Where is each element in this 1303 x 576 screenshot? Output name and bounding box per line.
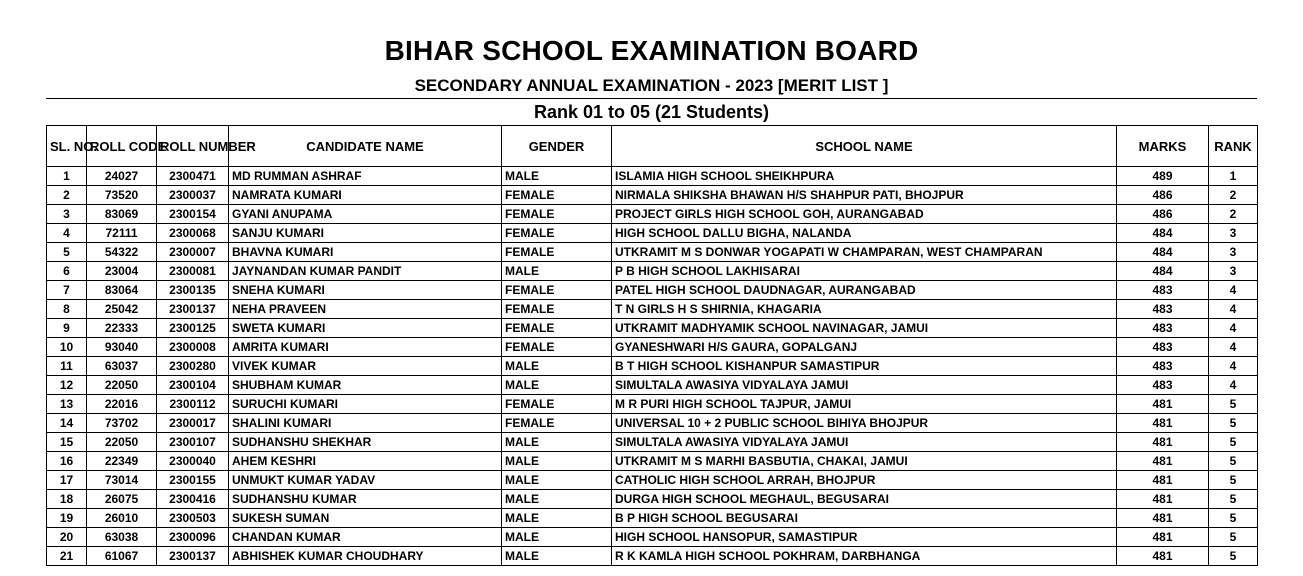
cell-marks: 484 (1117, 243, 1209, 262)
cell-roll-code: 22016 (87, 395, 157, 414)
cell-roll-number: 2300154 (157, 205, 229, 224)
cell-roll-number: 2300017 (157, 414, 229, 433)
cell-roll-code: 73014 (87, 471, 157, 490)
title-divider (46, 98, 1257, 99)
cell-sl-no: 1 (47, 167, 87, 186)
cell-candidate-name: SANJU KUMARI (229, 224, 502, 243)
cell-gender: MALE (502, 471, 612, 490)
cell-rank: 4 (1209, 300, 1258, 319)
cell-gender: FEMALE (502, 224, 612, 243)
cell-roll-number: 2300135 (157, 281, 229, 300)
cell-marks: 483 (1117, 281, 1209, 300)
cell-rank: 2 (1209, 205, 1258, 224)
cell-roll-number: 2300007 (157, 243, 229, 262)
cell-sl-no: 4 (47, 224, 87, 243)
cell-roll-number: 2300471 (157, 167, 229, 186)
table-row (47, 319, 1258, 338)
cell-roll-code: 25042 (87, 300, 157, 319)
table-row (47, 547, 1258, 566)
cell-rank: 1 (1209, 167, 1258, 186)
cell-roll-code: 83064 (87, 281, 157, 300)
cell-candidate-name: CHANDAN KUMAR (229, 528, 502, 547)
column-header-marks: MARKS (1117, 126, 1209, 167)
cell-sl-no: 14 (47, 414, 87, 433)
cell-marks: 481 (1117, 528, 1209, 547)
table-row (47, 224, 1258, 243)
cell-sl-no: 6 (47, 262, 87, 281)
cell-school-name: B T HIGH SCHOOL KISHANPUR SAMASTIPUR (612, 357, 1117, 376)
cell-candidate-name: VIVEK KUMAR (229, 357, 502, 376)
cell-candidate-name: JAYNANDAN KUMAR PANDIT (229, 262, 502, 281)
cell-marks: 483 (1117, 319, 1209, 338)
cell-marks: 486 (1117, 205, 1209, 224)
table-row (47, 186, 1258, 205)
rank-caption: Rank 01 to 05 (21 Students) (533, 102, 770, 122)
cell-marks: 489 (1117, 167, 1209, 186)
cell-school-name: PROJECT GIRLS HIGH SCHOOL GOH, AURANGABAD (612, 205, 1117, 224)
cell-candidate-name: UNMUKT KUMAR YADAV (229, 471, 502, 490)
cell-roll-number: 2300037 (157, 186, 229, 205)
cell-rank: 3 (1209, 262, 1258, 281)
cell-sl-no: 13 (47, 395, 87, 414)
column-header-roll-number: ROLL NUMBER (157, 126, 229, 167)
column-header-roll-code: ROLL CODE (87, 126, 157, 167)
cell-roll-code: 73520 (87, 186, 157, 205)
cell-marks: 481 (1117, 509, 1209, 528)
cell-roll-number: 2300416 (157, 490, 229, 509)
cell-sl-no: 20 (47, 528, 87, 547)
cell-rank: 2 (1209, 186, 1258, 205)
cell-roll-code: 26010 (87, 509, 157, 528)
table-row (47, 490, 1258, 509)
cell-roll-number: 2300040 (157, 452, 229, 471)
cell-school-name: UTKRAMIT M S MARHI BASBUTIA, CHAKAI, JAMUI (612, 452, 1117, 471)
table-row (47, 167, 1258, 186)
cell-sl-no: 19 (47, 509, 87, 528)
cell-rank: 4 (1209, 338, 1258, 357)
cell-marks: 481 (1117, 471, 1209, 490)
cell-candidate-name: MD RUMMAN ASHRAF (229, 167, 502, 186)
cell-school-name: CATHOLIC HIGH SCHOOL ARRAH, BHOJPUR (612, 471, 1117, 490)
cell-school-name: P B HIGH SCHOOL LAKHISARAI (612, 262, 1117, 281)
cell-rank: 4 (1209, 319, 1258, 338)
cell-gender: FEMALE (502, 186, 612, 205)
table-row (47, 338, 1258, 357)
table-row (47, 243, 1258, 262)
cell-marks: 481 (1117, 395, 1209, 414)
cell-sl-no: 8 (47, 300, 87, 319)
cell-gender: MALE (502, 433, 612, 452)
exam-subtitle: SECONDARY ANNUAL EXAMINATION - 2023 [MERIT LIST ] (414, 76, 889, 95)
cell-roll-code: 83069 (87, 205, 157, 224)
page-title: BIHAR SCHOOL EXAMINATION BOARD (384, 35, 919, 66)
cell-candidate-name: SHALINI KUMARI (229, 414, 502, 433)
cell-rank: 5 (1209, 414, 1258, 433)
cell-gender: FEMALE (502, 338, 612, 357)
cell-marks: 481 (1117, 547, 1209, 566)
cell-gender: MALE (502, 490, 612, 509)
cell-rank: 3 (1209, 224, 1258, 243)
cell-roll-number: 2300068 (157, 224, 229, 243)
table-row (47, 262, 1258, 281)
cell-gender: FEMALE (502, 319, 612, 338)
cell-sl-no: 16 (47, 452, 87, 471)
cell-roll-number: 2300503 (157, 509, 229, 528)
cell-roll-number: 2300096 (157, 528, 229, 547)
cell-rank: 4 (1209, 357, 1258, 376)
cell-roll-number: 2300137 (157, 547, 229, 566)
table-row (47, 376, 1258, 395)
cell-school-name: T N GIRLS H S SHIRNIA, KHAGARIA (612, 300, 1117, 319)
cell-candidate-name: GYANI ANUPAMA (229, 205, 502, 224)
cell-sl-no: 18 (47, 490, 87, 509)
table-row (47, 205, 1258, 224)
cell-roll-number: 2300104 (157, 376, 229, 395)
cell-marks: 484 (1117, 224, 1209, 243)
cell-school-name: ISLAMIA HIGH SCHOOL SHEIKHPURA (612, 167, 1117, 186)
cell-rank: 4 (1209, 376, 1258, 395)
cell-gender: MALE (502, 547, 612, 566)
column-header-rank: RANK (1209, 126, 1258, 167)
cell-roll-number: 2300107 (157, 433, 229, 452)
cell-school-name: B P HIGH SCHOOL BEGUSARAI (612, 509, 1117, 528)
cell-school-name: HIGH SCHOOL DALLU BIGHA, NALANDA (612, 224, 1117, 243)
cell-sl-no: 21 (47, 547, 87, 566)
cell-marks: 481 (1117, 414, 1209, 433)
cell-rank: 5 (1209, 471, 1258, 490)
cell-roll-code: 23004 (87, 262, 157, 281)
cell-roll-code: 63037 (87, 357, 157, 376)
cell-sl-no: 5 (47, 243, 87, 262)
cell-roll-code: 22333 (87, 319, 157, 338)
cell-candidate-name: SUDHANSHU SHEKHAR (229, 433, 502, 452)
cell-candidate-name: SWETA KUMARI (229, 319, 502, 338)
cell-rank: 3 (1209, 243, 1258, 262)
cell-sl-no: 12 (47, 376, 87, 395)
cell-rank: 5 (1209, 528, 1258, 547)
table-row (47, 471, 1258, 490)
cell-sl-no: 17 (47, 471, 87, 490)
cell-rank: 5 (1209, 433, 1258, 452)
cell-school-name: UNIVERSAL 10 + 2 PUBLIC SCHOOL BIHIYA BHOJPUR (612, 414, 1117, 433)
cell-roll-code: 22050 (87, 376, 157, 395)
cell-gender: MALE (502, 452, 612, 471)
cell-roll-number: 2300125 (157, 319, 229, 338)
column-header-sl-no: SL. NO. (47, 126, 87, 167)
cell-gender: FEMALE (502, 414, 612, 433)
cell-rank: 5 (1209, 452, 1258, 471)
cell-candidate-name: SUKESH SUMAN (229, 509, 502, 528)
cell-marks: 483 (1117, 338, 1209, 357)
cell-sl-no: 10 (47, 338, 87, 357)
column-header-gender: GENDER (502, 126, 612, 167)
cell-candidate-name: NAMRATA KUMARI (229, 186, 502, 205)
cell-rank: 5 (1209, 395, 1258, 414)
cell-roll-number: 2300280 (157, 357, 229, 376)
cell-school-name: DURGA HIGH SCHOOL MEGHAUL, BEGUSARAI (612, 490, 1117, 509)
cell-school-name: SIMULTALA AWASIYA VIDYALAYA JAMUI (612, 433, 1117, 452)
cell-roll-number: 2300112 (157, 395, 229, 414)
cell-gender: FEMALE (502, 300, 612, 319)
cell-school-name: SIMULTALA AWASIYA VIDYALAYA JAMUI (612, 376, 1117, 395)
cell-school-name: UTKRAMIT M S DONWAR YOGAPATI W CHAMPARAN, WEST CHAMPARAN (612, 243, 1117, 262)
cell-candidate-name: BHAVNA KUMARI (229, 243, 502, 262)
cell-candidate-name: SNEHA KUMARI (229, 281, 502, 300)
cell-gender: MALE (502, 528, 612, 547)
table-row (47, 281, 1258, 300)
cell-rank: 4 (1209, 281, 1258, 300)
cell-roll-number: 2300137 (157, 300, 229, 319)
cell-school-name: GYANESHWARI H/S GAURA, GOPALGANJ (612, 338, 1117, 357)
cell-candidate-name: AMRITA KUMARI (229, 338, 502, 357)
table-header-row (47, 126, 1258, 167)
cell-school-name: HIGH SCHOOL HANSOPUR, SAMASTIPUR (612, 528, 1117, 547)
cell-sl-no: 15 (47, 433, 87, 452)
cell-roll-code: 61067 (87, 547, 157, 566)
cell-roll-code: 54322 (87, 243, 157, 262)
cell-candidate-name: SHUBHAM KUMAR (229, 376, 502, 395)
merit-list-table (46, 125, 1258, 566)
cell-candidate-name: SURUCHI KUMARI (229, 395, 502, 414)
cell-roll-number: 2300155 (157, 471, 229, 490)
cell-roll-code: 26075 (87, 490, 157, 509)
cell-gender: FEMALE (502, 243, 612, 262)
cell-rank: 5 (1209, 547, 1258, 566)
cell-candidate-name: ABHISHEK KUMAR CHOUDHARY (229, 547, 502, 566)
cell-roll-code: 72111 (87, 224, 157, 243)
cell-sl-no: 3 (47, 205, 87, 224)
cell-candidate-name: SUDHANSHU KUMAR (229, 490, 502, 509)
cell-school-name: NIRMALA SHIKSHA BHAWAN H/S SHAHPUR PATI, BHOJPUR (612, 186, 1117, 205)
cell-school-name: M R PURI HIGH SCHOOL TAJPUR, JAMUI (612, 395, 1117, 414)
cell-marks: 483 (1117, 376, 1209, 395)
cell-gender: MALE (502, 376, 612, 395)
cell-sl-no: 11 (47, 357, 87, 376)
table-row (47, 300, 1258, 319)
cell-marks: 484 (1117, 262, 1209, 281)
column-header-candidate-name: CANDIDATE NAME (229, 126, 502, 167)
cell-gender: FEMALE (502, 281, 612, 300)
cell-gender: MALE (502, 357, 612, 376)
cell-roll-number: 2300008 (157, 338, 229, 357)
table-row (47, 414, 1258, 433)
cell-marks: 481 (1117, 490, 1209, 509)
table-row (47, 433, 1258, 452)
cell-marks: 483 (1117, 300, 1209, 319)
cell-roll-code: 93040 (87, 338, 157, 357)
cell-marks: 486 (1117, 186, 1209, 205)
cell-roll-code: 22050 (87, 433, 157, 452)
cell-marks: 481 (1117, 452, 1209, 471)
cell-sl-no: 9 (47, 319, 87, 338)
cell-roll-code: 73702 (87, 414, 157, 433)
cell-school-name: R K KAMLA HIGH SCHOOL POKHRAM, DARBHANGA (612, 547, 1117, 566)
cell-roll-code: 22349 (87, 452, 157, 471)
table-row (47, 528, 1258, 547)
cell-candidate-name: AHEM KESHRI (229, 452, 502, 471)
cell-gender: FEMALE (502, 205, 612, 224)
table-row (47, 357, 1258, 376)
cell-gender: FEMALE (502, 395, 612, 414)
cell-gender: MALE (502, 167, 612, 186)
cell-school-name: UTKRAMIT MADHYAMIK SCHOOL NAVINAGAR, JAMUI (612, 319, 1117, 338)
cell-rank: 5 (1209, 490, 1258, 509)
cell-marks: 483 (1117, 357, 1209, 376)
cell-sl-no: 2 (47, 186, 87, 205)
column-header-school-name: SCHOOL NAME (612, 126, 1117, 167)
cell-rank: 5 (1209, 509, 1258, 528)
cell-sl-no: 7 (47, 281, 87, 300)
cell-roll-code: 24027 (87, 167, 157, 186)
table-row (47, 509, 1258, 528)
cell-gender: MALE (502, 509, 612, 528)
cell-gender: MALE (502, 262, 612, 281)
cell-roll-code: 63038 (87, 528, 157, 547)
cell-marks: 481 (1117, 433, 1209, 452)
cell-school-name: PATEL HIGH SCHOOL DAUDNAGAR, AURANGABAD (612, 281, 1117, 300)
cell-candidate-name: NEHA PRAVEEN (229, 300, 502, 319)
table-row (47, 395, 1258, 414)
cell-roll-number: 2300081 (157, 262, 229, 281)
table-row (47, 452, 1258, 471)
